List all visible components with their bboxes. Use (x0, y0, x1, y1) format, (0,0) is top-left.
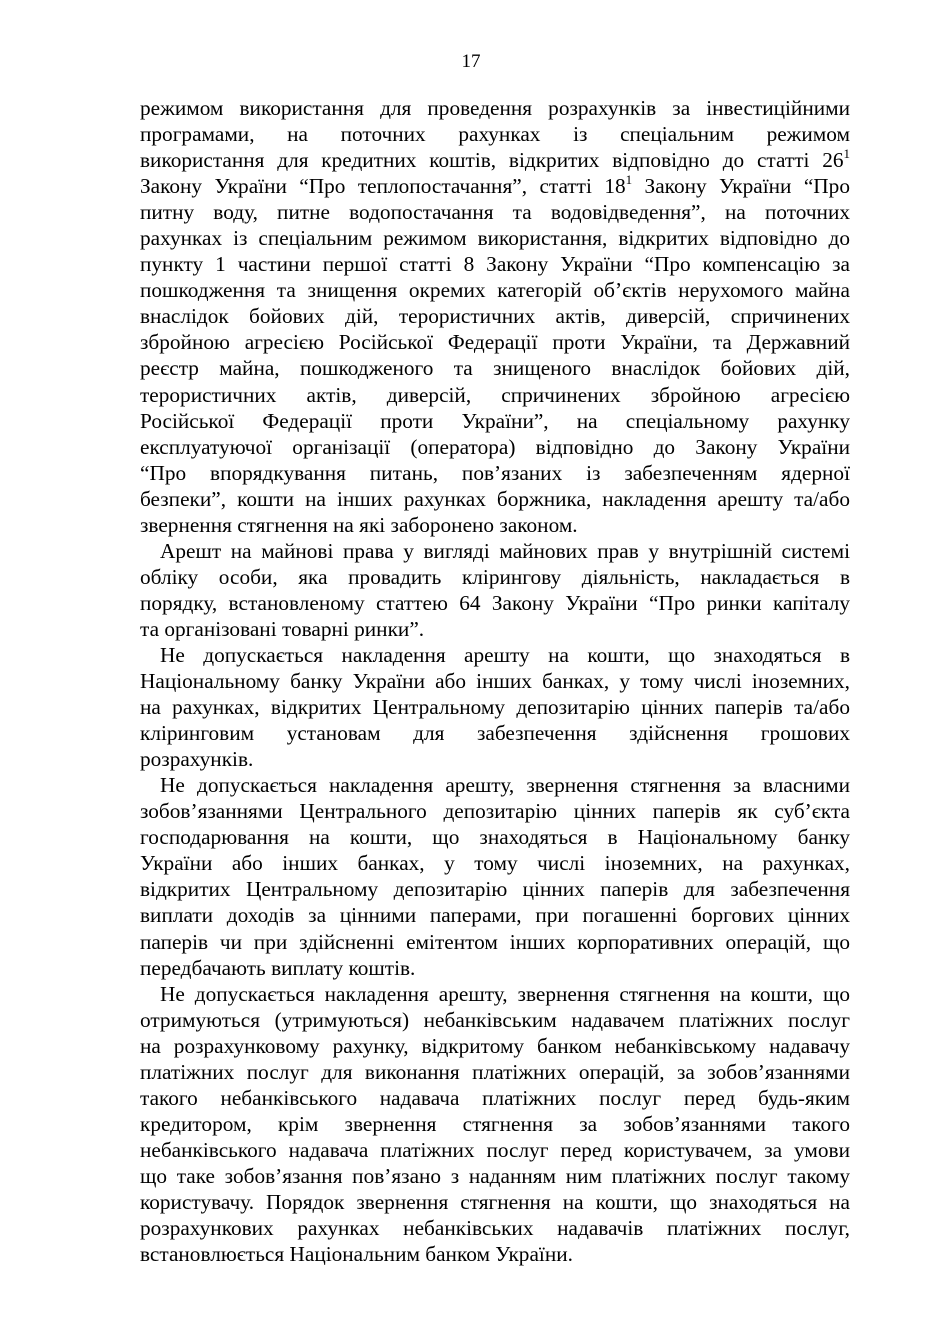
paragraph (140, 642, 850, 772)
text-line: небанківського надавача платіжних послуг перед користувачем, за умови (140, 1137, 850, 1162)
text-line: Національному банку України або інших банках, у тому числі іноземних, (140, 669, 850, 694)
text-line: реєстр майна, пошкодженого та знищеного внаслідок бойових дій, (140, 356, 850, 381)
text-line: порядку, встановленому статтею 64 Закону України “Про ринки капіталу (140, 590, 850, 615)
text-line: кредитором, крім звернення стягнення за зобов’язаннями такого (140, 1111, 850, 1136)
text-line: та організовані товарні ринки”. (140, 616, 425, 641)
text-line: обліку особи, яка провадить клірингову діяльність, накладається в (140, 564, 850, 589)
paragraph (140, 538, 850, 642)
text-line: Закону України “Про теплопостачання”, статті $18^1$ Закону України “Про (140, 172, 850, 199)
text-line: Російської Федерації проти України”, на спеціальному рахунку (140, 408, 850, 433)
text-line: Арешт на майнові права у вигляді майнових прав у внутрішній системі (160, 538, 850, 563)
text-line: рахунках із спеціальним режимом використання, відкритих відповідно до (140, 226, 850, 251)
text-line: внаслідок бойових дій, терористичних актів, диверсій, спричинених (140, 304, 850, 329)
text-line: “Про впорядкування питань, пов’язаних із забезпеченням ядерної (140, 460, 850, 485)
text-line: платіжних послуг для виконання платіжних операцій, за зобов’язаннями (140, 1059, 850, 1084)
text-line: господарювання на кошти, що знаходяться в Національному банку (140, 825, 850, 850)
superscript: 1 (843, 146, 850, 162)
text-line: режимом використання для проведення розрахунків за інвестиційними (140, 96, 850, 120)
page-number: 17 (461, 51, 481, 72)
text-line: Не допускається накладення арешту, звернення стягнення за власними (160, 773, 850, 798)
superscript: 1 (625, 172, 633, 188)
text-line: на розрахунковому рахунку, відкритому банком небанківському надавачу (140, 1033, 850, 1058)
text-line: такого небанківського надавача платіжних послуг перед будь-яким (140, 1085, 850, 1110)
paragraph (140, 772, 850, 980)
text-line: отримуються (утримуються) небанківським надавачем платіжних послуг (140, 1007, 850, 1032)
text-line: звернення стягнення на які заборонено законом. (140, 512, 578, 537)
text-line: розрахункових рахунках небанківських надавачів платіжних послуг, (140, 1216, 850, 1241)
text-line: Не допускається накладення арешту на кошти, що знаходяться в (160, 642, 850, 667)
text-line: зобов’язаннями Центрального депозитарію цінних паперів як суб’єкта (140, 799, 850, 824)
text-line: розрахунків. (140, 747, 254, 772)
paragraph (140, 981, 850, 1268)
paragraph (140, 95, 850, 538)
text-line: Не допускається накладення арешту, звернення стягнення на кошти, що (160, 981, 850, 1006)
text-line: на рахунках, відкритих Центральному депозитарію цінних паперів та/або (140, 695, 850, 720)
text-line: що таке зобов’язання пов’язано з наданням ним платіжних послуг такому (140, 1163, 850, 1188)
text-line: збройною агресією Російської Федерації проти України, та Державний (140, 330, 850, 355)
text-line: відкритих Центральному депозитарію цінних паперів для забезпечення (140, 877, 850, 902)
text-line: користувачу. Порядок звернення стягнення на кошти, що знаходяться на (140, 1189, 850, 1214)
text-line: використання для кредитних коштів, відкритих відповідно до статті $26^1$ (140, 146, 850, 173)
text-line: кліринговим установам для забезпечення здійснення грошових (140, 721, 850, 746)
text-line: програмами, на поточних рахунках із спеціальним режимом (140, 122, 850, 147)
text-line: встановлюється Національним банком України. (140, 1242, 573, 1267)
text-line: України або інших банках, у тому числі іноземних, на рахунках, (140, 851, 850, 876)
text-line: безпеки”, кошти на інших рахунках боржника, накладення арешту та/або (140, 486, 850, 511)
text-line: виплати доходів за цінними паперами, при погашенні боргових цінних (140, 903, 850, 928)
document-body (140, 95, 850, 1267)
text-line: передбачають виплату коштів. (140, 955, 416, 980)
text-line: терористичних актів, диверсій, спричинених збройною агресією (140, 382, 850, 407)
text-line: пункту 1 частини першої статті 8 Закону України “Про компенсацію за (140, 252, 850, 277)
text-line: питну воду, питне водопостачання та водовідведення”, на поточних (140, 200, 850, 225)
text-line: пошкодження та знищення окремих категорій об’єктів нерухомого майна (140, 278, 850, 303)
text-line: паперів чи при здійсненні емітентом інших корпоративних операцій, що (140, 929, 850, 954)
text-line: експлуатуючої організації (оператора) відповідно до Закону України (140, 434, 850, 459)
